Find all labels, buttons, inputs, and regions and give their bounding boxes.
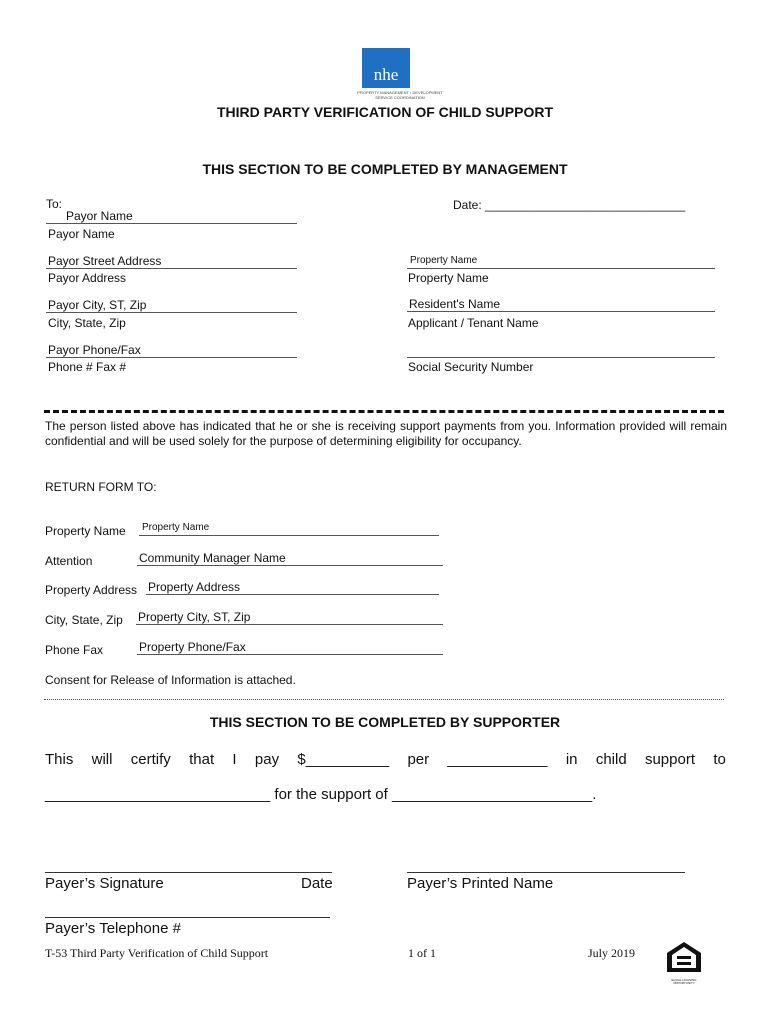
- nhe-logo: [362, 48, 410, 88]
- ssn-label: Social Security Number: [408, 360, 534, 374]
- payor-street-value: Payor Street Address: [48, 254, 162, 268]
- logo-tagline-line1: PROPERTY MANAGEMENT • DEVELOPMENT: [357, 90, 443, 95]
- certify-word: will: [91, 751, 113, 768]
- logo-text: nhe: [373, 65, 399, 84]
- property-name-value: Property Name: [410, 255, 478, 266]
- property-name-label: Property Name: [408, 271, 489, 285]
- payor-phone-field[interactable]: [46, 343, 297, 358]
- support-of-line[interactable]: ___________________________ for the support of ________________________.: [45, 786, 597, 803]
- logo-tagline-line2: SERVICE COORDINATION: [375, 95, 425, 100]
- payor-city-field[interactable]: [46, 298, 297, 313]
- applicant-label: Applicant / Tenant Name: [408, 316, 539, 330]
- return-label-property-address: Property Address: [45, 583, 138, 597]
- telephone-line[interactable]: [45, 917, 330, 918]
- consent-text: Consent for Release of Information is attached.: [45, 673, 296, 687]
- certify-word: certify: [130, 751, 171, 768]
- payor-phone-value: Payor Phone/Fax: [48, 343, 141, 357]
- footer-form-name: T-53 Third Party Verification of Child Support: [45, 946, 269, 960]
- notice-text: The person listed above has indicated that he or she is receiving support payments from you. Information provided will remain confidential and will be used solely for the purpose of determining eligibility for occupancy.: [45, 419, 727, 448]
- certify-word: in: [565, 751, 578, 768]
- return-heading: RETURN FORM TO:: [45, 480, 157, 494]
- frequency-blank[interactable]: ____________: [447, 751, 548, 768]
- return-attention-value: Community Manager Name: [139, 551, 286, 565]
- city-state-zip-label: City, State, Zip: [48, 316, 126, 330]
- certify-word: per: [407, 751, 430, 768]
- resident-name-field[interactable]: [407, 297, 715, 312]
- payor-city-value: Payor City, ST, Zip: [48, 298, 147, 312]
- logo-tagline: [350, 90, 450, 100]
- return-label-city-state-zip: City, State, Zip: [45, 613, 123, 627]
- return-city-field[interactable]: [136, 610, 443, 625]
- to-label: To:: [46, 197, 63, 211]
- return-property-address-value: Property Address: [148, 580, 241, 594]
- certify-word: This: [45, 751, 74, 768]
- section-divider: [44, 410, 724, 413]
- management-heading: THIS SECTION TO BE COMPLETED BY MANAGEMENT: [202, 161, 568, 177]
- return-attention-field[interactable]: [137, 551, 443, 566]
- return-phone-field[interactable]: [137, 640, 443, 655]
- return-property-name-value: Property Name: [142, 522, 210, 533]
- property-name-field[interactable]: [407, 254, 715, 269]
- certify-word: I: [232, 751, 237, 768]
- return-city-value: Property City, ST, Zip: [138, 610, 251, 624]
- certify-word: child: [595, 751, 627, 768]
- printed-name-label: Payer’s Printed Name: [407, 875, 554, 892]
- return-phone-value: Property Phone/Fax: [139, 640, 246, 654]
- eho-caption: [664, 979, 704, 985]
- resident-name-value: Resident's Name: [409, 297, 500, 311]
- signature-label: Payer’s Signature: [45, 875, 164, 892]
- equal-housing-icon: [664, 940, 704, 974]
- certify-line: [45, 751, 726, 768]
- return-label-phone-fax: Phone Fax: [45, 643, 104, 657]
- payor-street-field[interactable]: [46, 254, 297, 269]
- payor-name-label: Payor Name: [48, 227, 115, 241]
- return-property-address-field[interactable]: [146, 580, 439, 595]
- eho-caption-line1: EQUAL HOUSING: [671, 978, 697, 982]
- payor-name-value: Payor Name: [66, 209, 133, 223]
- payor-address-label: Payor Address: [48, 271, 127, 285]
- return-property-name-field[interactable]: [139, 521, 439, 536]
- printed-name-line[interactable]: [407, 872, 685, 873]
- date-field[interactable]: Date: ______________________________: [453, 198, 686, 212]
- ssn-field[interactable]: [407, 343, 715, 358]
- footer-date: July 2019: [588, 946, 636, 960]
- footer-page-number: 1 of 1: [408, 946, 436, 960]
- certify-word: support: [644, 751, 696, 768]
- certify-word: to: [713, 751, 726, 768]
- supporter-heading: THIS SECTION TO BE COMPLETED BY SUPPORTER: [209, 714, 561, 730]
- return-label-property-name: Property Name: [45, 524, 126, 538]
- telephone-label: Payer’s Telephone #: [45, 920, 181, 937]
- return-label-attention: Attention: [45, 554, 93, 568]
- certify-word: pay: [254, 751, 280, 768]
- payor-name-field[interactable]: [46, 209, 297, 224]
- page-title: THIRD PARTY VERIFICATION OF CHILD SUPPORT: [216, 104, 553, 120]
- phone-fax-label: Phone # Fax #: [48, 360, 127, 374]
- amount-blank[interactable]: $__________: [297, 751, 390, 768]
- supporter-divider: [44, 699, 724, 700]
- equal-housing-logo: [664, 940, 704, 985]
- date-label: Date: [301, 875, 333, 892]
- eho-caption-line2: OPPORTUNITY: [673, 981, 695, 985]
- certify-word: that: [189, 751, 215, 768]
- signature-line[interactable]: [45, 872, 332, 873]
